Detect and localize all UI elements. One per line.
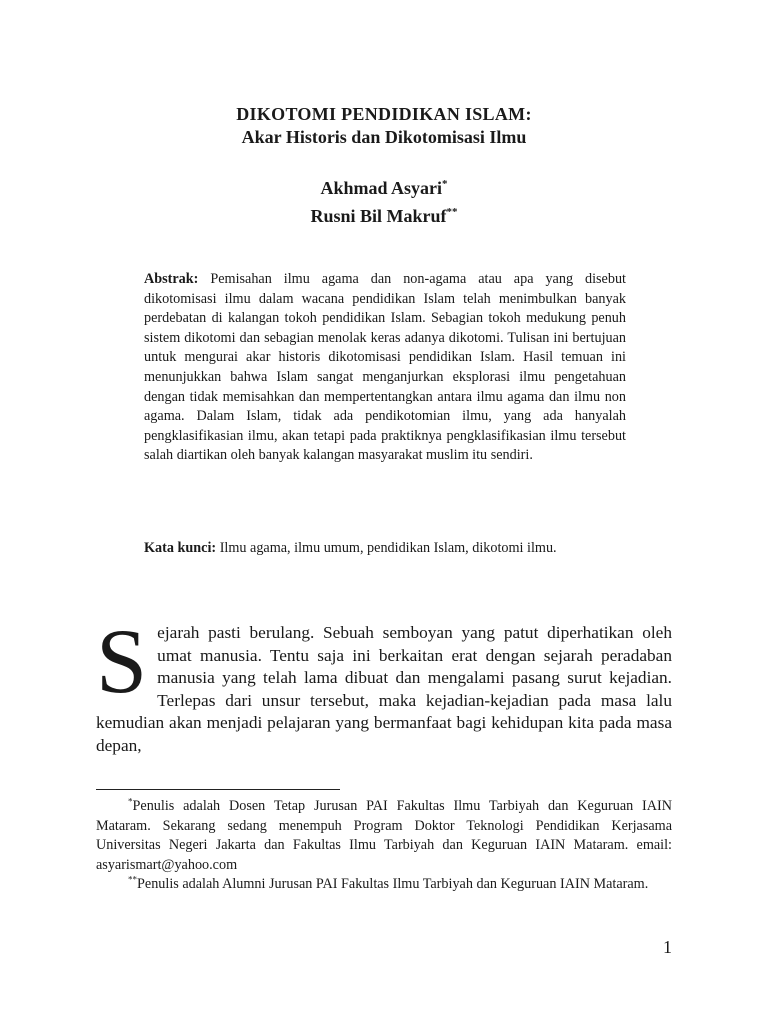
author-list [96,174,672,230]
author-name: Rusni Bil Makruf [310,206,447,226]
author-footnote-mark[interactable]: ** [446,206,458,218]
footnote-2 [96,875,672,895]
drop-cap: S [96,610,148,712]
footnote-mark: ** [128,874,137,885]
footnote-text: Penulis adalah Alumni Jurusan PAI Fakultas Ilmu Tarbiyah dan Keguruan IAIN Mataram. [137,876,649,892]
title-block [96,102,672,148]
footnotes [96,797,672,895]
body-text: ejarah pasti berulang. Sebuah semboyan yang patut diperhatikan oleh umat manusia. Tentu saja ini berkaitan erat dengan sejarah peradaban manusia yang telah lama dibuat dan mengalami pasang surut kejadian. Terlepas dari unsur tersebut, maka kejadian-kejadian pada masa lalu kemudian akan menjadi pelajaran yang bermanfaat bagi kehidupan kita pada masa depan, [96,623,672,755]
author-name: Akhmad Asyari [320,178,443,198]
abstract [144,270,626,466]
author-1 [96,174,672,202]
footnote-text: Penulis adalah Dosen Tetap Jurusan PAI Fakultas Ilmu Tarbiyah dan Keguruan IAIN Mataram. Sekarang sedang menempuh Program Doktor Teknologi Pendidikan Kerjasama Universitas Negeri Jakarta dan Fakultas Ilmu Tarbiyah dan Keguruan IAIN Mataram. email: asyarismart@yahoo.com [96,798,672,873]
abstract-text: Pemisahan ilmu agama dan non-agama atau apa yang disebut dikotomisasi ilmu dalam wacana pendidikan Islam telah menimbulkan banyak perdebatan di kalangan tokoh pendidikan Islam. Sebagian tokoh medukung penuh sistem dikotomi dan sebagian menolak keras adanya dikotomi. Tulisan ini bertujuan untuk mengurai akar historis dikotomisasi pendidikan Islam. Hasil temuan ini menunjukkan bahwa Islam sangat menganjurkan eksplorasi ilmu pengetahuan dengan tidak memisahkan dan mempertentangkan antara ilmu agama dan ilmu non agama. Dalam Islam, tidak ada pendikotomian ilmu, yang ada hanyalah pengklasifikasian ilmu, akan tetapi pada praktiknya pengklasifikasian ilmu tersebut salah diartikan oleh banyak kalangan masyarakat muslim itu sendiri. [144,271,626,464]
footnote-1 [96,797,672,875]
author-footnote-mark[interactable]: * [442,178,448,190]
footnote-divider [96,789,340,790]
keywords [144,539,626,559]
body-paragraph [96,610,672,758]
keywords-label: Kata kunci: [144,540,217,556]
footnote-mark: * [128,796,133,807]
page-number: 1 [663,937,672,957]
paper-title: DIKOTOMI PENDIDIKAN ISLAM: [236,104,532,124]
paper-subtitle: Akar Historis dan Dikotomisasi Ilmu [241,127,527,147]
abstract-label: Abstrak: [144,271,199,287]
author-2 [96,202,672,230]
keywords-text: Ilmu agama, ilmu umum, pendidikan Islam, dikotomi ilmu. [219,540,557,556]
